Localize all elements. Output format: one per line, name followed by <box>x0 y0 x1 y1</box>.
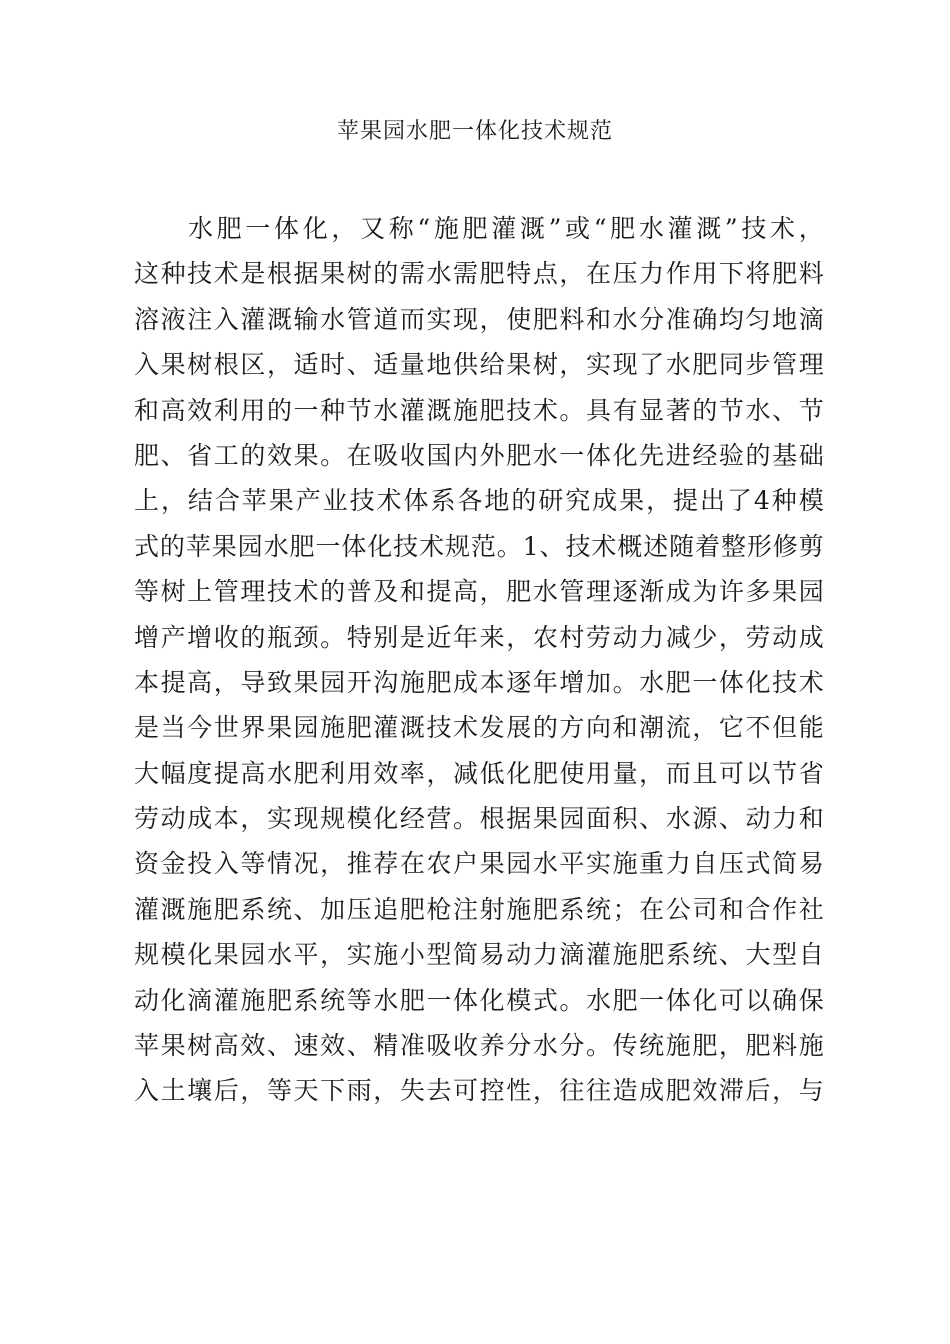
paragraph-line: 等树上管理技术的普及和提高，肥水管理逐渐成为许多果园 <box>134 577 824 607</box>
paragraph-line: 入果树根区，适时、适量地供给果树，实现了水肥同步管理 <box>134 350 824 380</box>
paragraph-line: 是当今世界果园施肥灌溉技术发展的方向和潮流，它不但能 <box>134 713 824 743</box>
body-paragraph <box>134 206 824 1114</box>
page-title: 苹果园水肥一体化技术规范 <box>336 119 613 144</box>
paragraph-line: 苹果树高效、速效、精准吸收养分水分。传统施肥，肥料施 <box>134 1031 824 1061</box>
paragraph-line: 本提高，导致果园开沟施肥成本逐年增加。水肥一体化技术 <box>134 667 824 697</box>
paragraph-line: 这种技术是根据果树的需水需肥特点，在压力作用下将肥料 <box>134 259 824 289</box>
paragraph-line: 资金投入等情况，推荐在农户果园水平实施重力自压式简易 <box>134 849 824 879</box>
paragraph-line: 入土壤后，等天下雨，失去可控性，往往造成肥效滞后，与 <box>134 1076 824 1106</box>
paragraph-line: 肥、省工的效果。在吸收国内外肥水一体化先进经验的基础 <box>134 440 824 470</box>
paragraph-line: 灌溉施肥系统、加压追肥枪注射施肥系统；在公司和合作社 <box>134 894 824 924</box>
paragraph-line: 溶液注入灌溉输水管道而实现，使肥料和水分准确均匀地滴 <box>134 304 824 334</box>
paragraph-line: 水肥一体化，又称“施肥灌溉”或“肥水灌溉”技术， <box>188 214 824 243</box>
paragraph-line: 劳动成本，实现规模化经营。根据果园面积、水源、动力和 <box>134 804 824 834</box>
paragraph-line: 规模化果园水平，实施小型简易动力滴灌施肥系统、大型自 <box>134 940 824 970</box>
paragraph-line: 大幅度提高水肥利用效率，减低化肥使用量，而且可以节省 <box>134 758 824 788</box>
paragraph-line: 增产增收的瓶颈。特别是近年来，农村劳动力减少，劳动成 <box>134 622 824 652</box>
paragraph-line: 式的苹果园水肥一体化技术规范。1、技术概述随着整形修剪 <box>134 531 824 561</box>
paragraph-line: 上，结合苹果产业技术体系各地的研究成果，提出了4种模 <box>134 486 824 516</box>
paragraph-line: 动化滴灌施肥系统等水肥一体化模式。水肥一体化可以确保 <box>134 985 824 1015</box>
paragraph-line: 和高效利用的一种节水灌溉施肥技术。具有显著的节水、节 <box>134 395 824 425</box>
